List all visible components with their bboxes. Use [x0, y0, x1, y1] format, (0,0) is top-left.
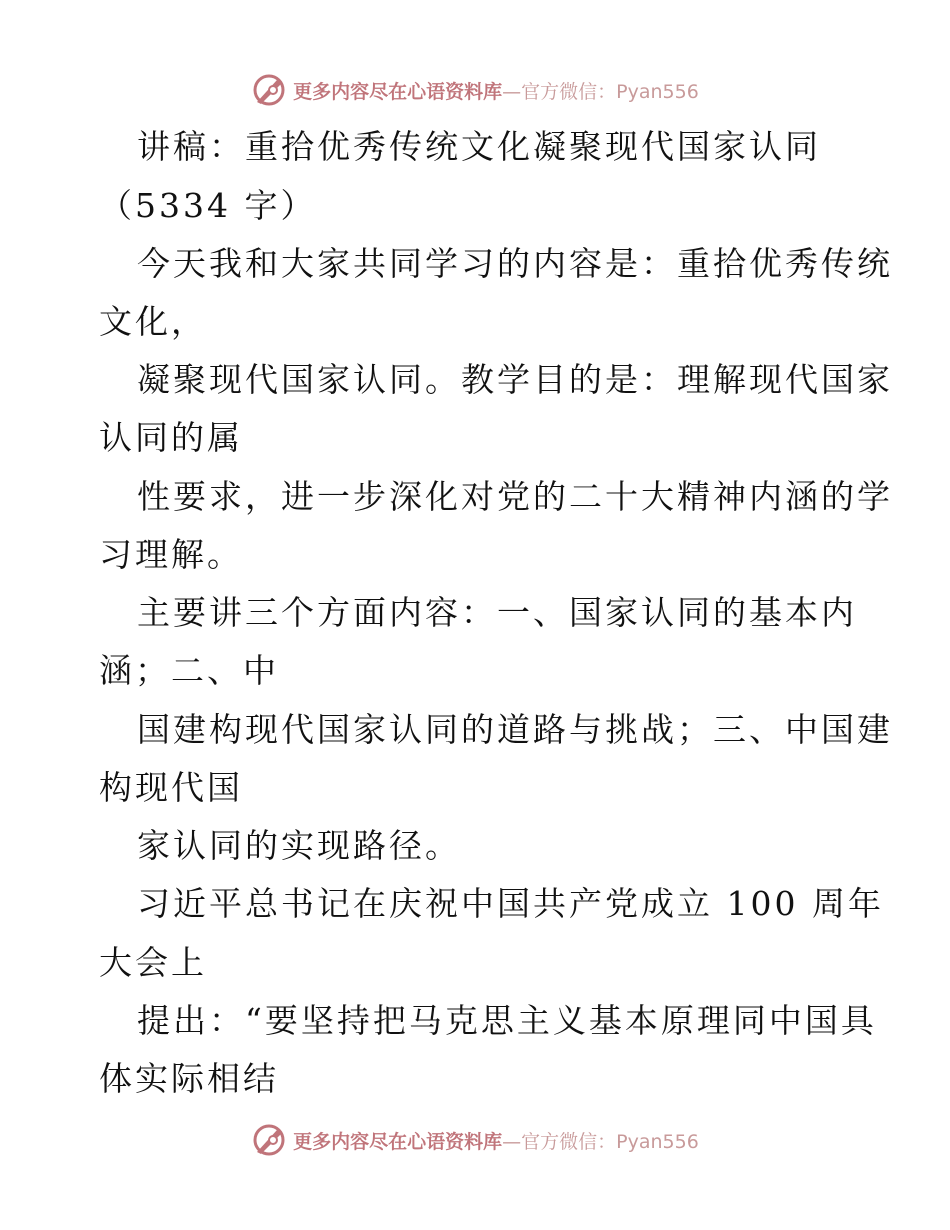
doc-line: 认同的属	[99, 418, 243, 457]
doc-line: 文化，	[99, 302, 207, 341]
watermark-text	[293, 77, 699, 104]
doc-line: 涵；二、中	[99, 651, 279, 690]
watermark-wechat: 官方微信：Pyan556	[521, 1130, 699, 1153]
doc-line: 习近平总书记在庆祝中国共产党成立 100 周年	[137, 884, 884, 923]
doc-line: 性要求，进一步深化对党的二十大精神内涵的学	[137, 477, 893, 516]
watermark-dash: —	[502, 80, 522, 103]
doc-line: 今天我和大家共同学习的内容是：重拾优秀传统	[137, 244, 893, 283]
doc-line: 提出：“要坚持把马克思主义基本原理同中国具	[137, 1001, 877, 1040]
watermark-dash: —	[502, 1130, 522, 1153]
doc-line: 构现代国	[99, 768, 243, 807]
header-watermark	[0, 70, 950, 110]
watermark-text	[293, 1127, 699, 1154]
pen-nib-circle-icon	[251, 1122, 287, 1158]
doc-line: 国建构现代国家认同的道路与挑战；三、中国建	[137, 710, 893, 749]
doc-line: 大会上	[99, 943, 207, 982]
doc-line: 凝聚现代国家认同。教学目的是：理解现代国家	[137, 360, 893, 399]
doc-line: 家认同的实现路径。	[137, 826, 461, 865]
doc-line: 体实际相结	[99, 1059, 279, 1098]
watermark-wechat: 官方微信：Pyan556	[521, 80, 699, 103]
watermark-site-name: 更多内容尽在心语资料库	[293, 80, 503, 103]
doc-line: 习理解。	[99, 535, 243, 574]
doc-word-count: （5334 字）	[99, 186, 317, 225]
footer-watermark	[0, 1120, 950, 1160]
doc-line: 主要讲三个方面内容：一、国家认同的基本内	[137, 593, 857, 632]
doc-title-line: 讲稿：重拾优秀传统文化凝聚现代国家认同	[137, 127, 821, 166]
pen-nib-circle-icon	[251, 72, 287, 108]
watermark-site-name: 更多内容尽在心语资料库	[293, 1130, 503, 1153]
